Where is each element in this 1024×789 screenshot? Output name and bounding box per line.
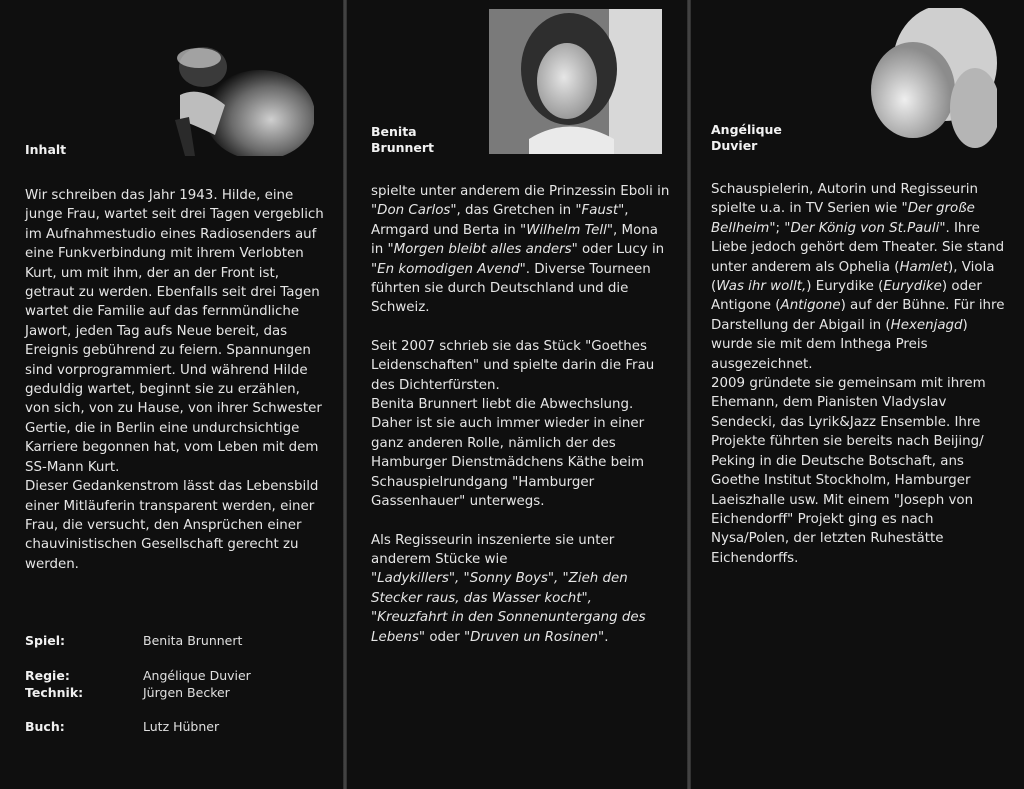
bio-text: ", Armgard und Berta in ": [371, 203, 629, 238]
show-title: Der König von St.Pauli: [790, 220, 940, 236]
play-title: Antigone: [780, 298, 841, 314]
bio-text: .: [604, 629, 609, 645]
bio-text: "; ": [769, 220, 791, 236]
angelique-bio-text: [711, 180, 1006, 568]
hilde-photo: [155, 25, 314, 156]
bio-text: ) oder Antigone (: [711, 279, 982, 314]
bio-text: spielte unter anderem die Prinzessin Eboli in ": [371, 184, 670, 219]
play-title: Morgen bleibt alles anders: [393, 242, 572, 258]
play-title: Hamlet: [899, 259, 948, 275]
section-heading-angelique: Angélique Duvier: [711, 122, 782, 153]
bio-text: ) Eurydike (: [806, 279, 884, 295]
credit-label: Buch:: [25, 719, 65, 734]
bio-paragraph: [711, 180, 1006, 374]
bio-paragraph-goethe: Seit 2007 schrieb sie das Stück "Goethes Leidenschaften" und spielte darin die Frau des Dichterfürsten.: [371, 338, 655, 393]
section-heading-inhalt: Inhalt: [25, 142, 67, 157]
bio-text: Schauspielerin, Autorin und Regisseurin spielte u.a. in TV Serien wie ": [711, 182, 979, 217]
play-title: "Druven un Rosinen": [464, 629, 605, 645]
play-title: Hexenjagd: [890, 317, 963, 333]
credit-value: Lutz Hübner: [143, 719, 220, 734]
synopsis-text: [25, 186, 325, 574]
synopsis-paragraph: Wir schreiben das Jahr 1943. Hilde, eine junge Frau, wartet seit drei Tagen vergeblich im Aufnahmestudio eines Radiosenders auf eine Funkverbindung mit ihrem Verlobten Kurt, um mit ihm, der an der Front ist, getraut zu werden. Ebenfalls seit drei Tagen wartet die Familie auf das fernmündliche Jawort, jeden Tag aufs Neue bereit, das Ereignis gebührend zu feiern. Spannungen sind vorprogrammiert. Und während Hilde geduldig wartet, beginnt sie zu erzählen, von sich, von zu Hause, von ihrer Schwester Gertie, die in Berlin eine undurchsichtige Karriere begonnen hat, vom Leben mit dem SS-Mann Kurt.: [25, 188, 324, 475]
play-titles: "Ladykillers", "Sonny Boys", "Zieh den Stecker raus, das Wasser kocht", "Kreuzfahrt in den Sonnenuntergang des Lebens": [371, 571, 646, 645]
bio-text: oder: [425, 629, 465, 645]
panel-inhalt: [0, 0, 343, 789]
play-title: Was ihr wollt,: [716, 279, 807, 295]
bio-paragraph-regie: [371, 531, 671, 647]
bio-text: ), Viola (: [711, 259, 995, 295]
play-title: Wilhelm Tell: [526, 222, 607, 238]
bio-paragraph: [371, 182, 671, 318]
benita-bio-text: [371, 182, 671, 647]
play-title: Faust: [581, 203, 619, 219]
bio-text: ". Diverse Tourneen führten sie durch Deutschland und die Schweiz.: [371, 261, 651, 316]
credit-label: Technik:: [25, 685, 84, 700]
play-title: Eurydike: [883, 279, 942, 295]
bio-paragraph-abwechslung: Benita Brunnert liebt die Abwechslung. Daher ist sie auch immer wieder in einer ganz anderen Rolle, nämlich der des Hamburger Dienstmädchens Käthe beim Schauspielrundgang "Hamburger Gassenhauer" unterwegs.: [371, 397, 645, 510]
panel-angelique-duvier: [691, 0, 1024, 789]
bio-text: ". Ihre Liebe jedoch gehört dem Theater. Sie stand unter anderem als Ophelia (: [711, 220, 1005, 275]
bio-text: ", Mona in ": [371, 222, 658, 258]
credit-label: Regie:: [25, 668, 70, 683]
bio-text: " oder Lucy in ": [371, 242, 665, 277]
credit-value: Jürgen Becker: [143, 685, 230, 700]
bio-text: ", das Gretchen in ": [450, 203, 582, 219]
play-title: En komodigen Avend: [377, 261, 520, 277]
synopsis-paragraph-2: Dieser Gedankenstrom lässt das Lebensbild einer Mitläuferin transparent werden, einer Frau, die versucht, den Ansprüchen einer chauvinistischen Gesellschaft gerecht zu werden.: [25, 479, 319, 572]
panel-benita-brunnert: [347, 0, 687, 789]
bio-text: ) wurde sie mit dem Inthega Preis ausgezeichnet.: [711, 317, 968, 372]
bio-paragraph-ensemble: 2009 gründete sie gemeinsam mit ihrem Ehemann, dem Pianisten Vladyslav Sendecki, das Lyrik&Jazz Ensemble. Ihre Projekte führten sie bereits nach Beijing/ Peking in die Deutsche Botschaft, ans Goethe Institut Stockholm, Hamburger Laeiszhalle usw. Mit einem "Joseph von Eichendorff" Projekt ging es nach Nysa/Polen, der letzten Ruhestätte Eichendorffs.: [711, 376, 986, 566]
credit-value: Angélique Duvier: [143, 668, 251, 683]
bio-text: ) auf der Bühne. Für ihre Darstellung der Abigail in (: [711, 298, 1005, 333]
play-title: Don Carlos: [377, 203, 451, 219]
section-heading-benita: Benita Brunnert: [371, 124, 435, 155]
bio-text: Als Regisseurin inszenierte sie unter anderem Stücke wie: [371, 532, 615, 567]
show-title: Der große Bellheim: [711, 201, 975, 236]
angelique-duvier-photo: [825, 8, 997, 151]
credit-label: Spiel:: [25, 633, 65, 648]
credit-value: Benita Brunnert: [143, 633, 243, 648]
benita-brunnert-photo: [489, 9, 662, 154]
